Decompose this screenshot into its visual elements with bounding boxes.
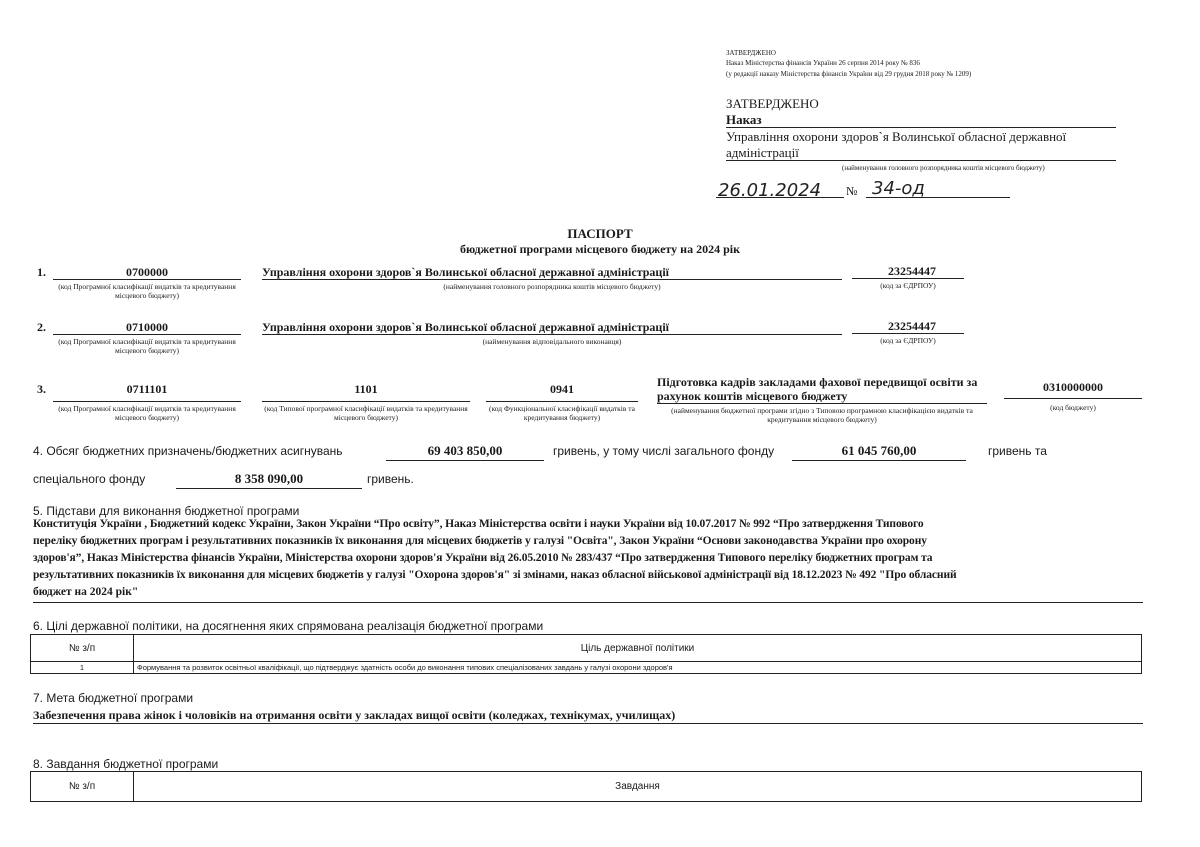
order-label: Наказ — [726, 112, 762, 127]
section8-heading: 8. Завдання бюджетної програми — [33, 757, 219, 771]
policy-goals-table — [30, 634, 1142, 674]
section6-heading: 6. Цілі державної політики, на досягнення яких спрямована реалізація бюджетної програми — [33, 619, 544, 633]
page-subtitle: бюджетної програми місцевого бюджету на 2024 рік — [460, 242, 740, 256]
row3-number: 3. — [37, 382, 46, 396]
goal-text: Формування та розвиток освітньої кваліфікації, що підтверджує здатність особи до виконання типових спеціалізованих завдань у галузі охорони здоров'я — [134, 662, 1142, 674]
table-row — [31, 662, 1142, 674]
handwritten-date: 26.01.2024 — [718, 180, 822, 201]
special-fund-tail: гривень. — [367, 472, 414, 486]
row1-number: 1. — [37, 265, 46, 279]
row3-program-caption: (найменування бюджетної програми згідно з Типовою програмною класифікацією видатків та кредитування місцевого бюджету) — [671, 406, 973, 424]
col-header-num: № з/п — [31, 772, 134, 802]
handwritten-number: 34-од — [872, 178, 925, 199]
col-header-task: Завдання — [134, 772, 1142, 802]
row2-code-caption: (код Програмної класифікації видатків та кредитування місцевого бюджету) — [58, 337, 236, 355]
col-header-num: № з/п — [31, 635, 134, 662]
section5-heading: 5. Підстави для виконання бюджетної програми — [33, 504, 300, 518]
row3-code-caption: (код Програмної класифікації видатків та кредитування місцевого бюджету) — [58, 404, 236, 422]
section4-mid-text: гривень, у тому числі загального фонду — [553, 444, 775, 458]
order-reference-line2: (у редакції наказу Міністерства фінансів України від 29 грудня 2018 року № 1209) — [726, 70, 972, 78]
department-caption: (найменування головного розпорядника коштів місцевого бюджету) — [842, 164, 1045, 172]
legal-basis-line: бюджет на 2024 рік" — [33, 586, 139, 598]
page-title: ПАСПОРТ — [567, 226, 633, 241]
row3-typical-caption: (код Типової програмної класифікації видатків та кредитування місцевого бюджету) — [264, 404, 468, 422]
col-header-goal: Ціль державної політики — [134, 635, 1142, 662]
special-fund-amount: 8 358 090,00 — [234, 471, 304, 486]
section7-heading: 7. Мета бюджетної програми — [33, 691, 194, 705]
row1-code-caption: (код Програмної класифікації видатків та кредитування місцевого бюджету) — [58, 282, 236, 300]
row2-edrpou: 23254447 — [888, 319, 936, 333]
row3-budget-code: 0310000000 — [1043, 380, 1103, 394]
row1-name-caption: (найменування головного розпорядника коштів місцевого бюджету) — [443, 282, 661, 291]
department-line2: адміністрації — [726, 145, 799, 160]
row3-program-name-line2: рахунок коштів місцевого бюджету — [657, 389, 848, 403]
approved-heading: ЗАТВЕРДЖЕНО — [726, 96, 819, 111]
row2-code: 0710000 — [126, 320, 168, 334]
approved-small: ЗАТВЕРДЖЕНО — [726, 49, 776, 57]
program-purpose: Забезпечення права жінок і чоловіків на отримання освіти у закладах вищої освіти (коледжах, технікумах, училищах) — [33, 708, 676, 722]
section4-label: 4. Обсяг бюджетних призначень/бюджетних асигнувань — [33, 444, 343, 458]
total-amount: 69 403 850,00 — [427, 443, 503, 458]
number-sign: № — [846, 184, 858, 198]
row3-code: 0711101 — [126, 382, 168, 396]
row3-budget-caption: (код бюджету) — [1050, 403, 1096, 412]
row3-program-name-line1: Підготовка кадрів закладами фахової передвищої освіти за — [657, 375, 978, 389]
special-fund-label: спеціального фонду — [33, 472, 146, 486]
order-reference-line1: Наказ Міністерства фінансів України 26 серпня 2014 року № 836 — [726, 59, 920, 67]
row2-number: 2. — [37, 320, 46, 334]
row2-name: Управління охорони здоров`я Волинської обласної державної адміністрації — [262, 320, 670, 334]
row1-edrpou-caption: (код за ЄДРПОУ) — [880, 281, 936, 290]
row1-edrpou: 23254447 — [888, 264, 936, 278]
department-line1: Управління охорони здоров`я Волинської обласної державної — [726, 129, 1067, 144]
section4-tail-text: гривень та — [988, 444, 1047, 458]
row1-code: 0700000 — [126, 265, 168, 279]
general-fund-amount: 61 045 760,00 — [841, 443, 917, 458]
row3-typical-code: 1101 — [354, 382, 378, 396]
legal-basis-line: переліку бюджетних програм і результативних показників їх виконання для місцевих бюджетів у галузі "Освіта", Закон України “Основи законодавства України про охорону — [33, 535, 927, 547]
legal-basis-line: Конституція України , Бюджетний кодекс України, Закон України “Про освіту”, Наказ Міністерства освіти і науки України від 10.07.2017 № 992 “Про затвердження Типового — [33, 518, 924, 530]
row3-functional-code: 0941 — [550, 382, 574, 396]
row2-edrpou-caption: (код за ЄДРПОУ) — [880, 336, 936, 345]
row3-functional-caption: (код Функціональної класифікації видатків та кредитування бюджету) — [488, 404, 635, 422]
row2-name-caption: (найменування відповідального виконавця) — [482, 337, 622, 346]
tasks-table — [30, 771, 1142, 802]
row1-name: Управління охорони здоров`я Волинської обласної державної адміністрації — [262, 265, 670, 279]
legal-basis-line: результативних показників їх виконання для місцевих бюджетів у галузі "Охорона здоров'я" зі змінами, наказ обласної військової адміністрації від 18.12.2023 № 492 "Про обласний — [33, 569, 957, 581]
goal-num: 1 — [31, 662, 134, 674]
legal-basis-line: здоров'я”, Наказ Міністерства фінансів України, Міністерства охорони здоров'я України від 26.05.2010 № 283/437 “Про затвердження Типового переліку бюджетних програм та — [33, 552, 933, 564]
